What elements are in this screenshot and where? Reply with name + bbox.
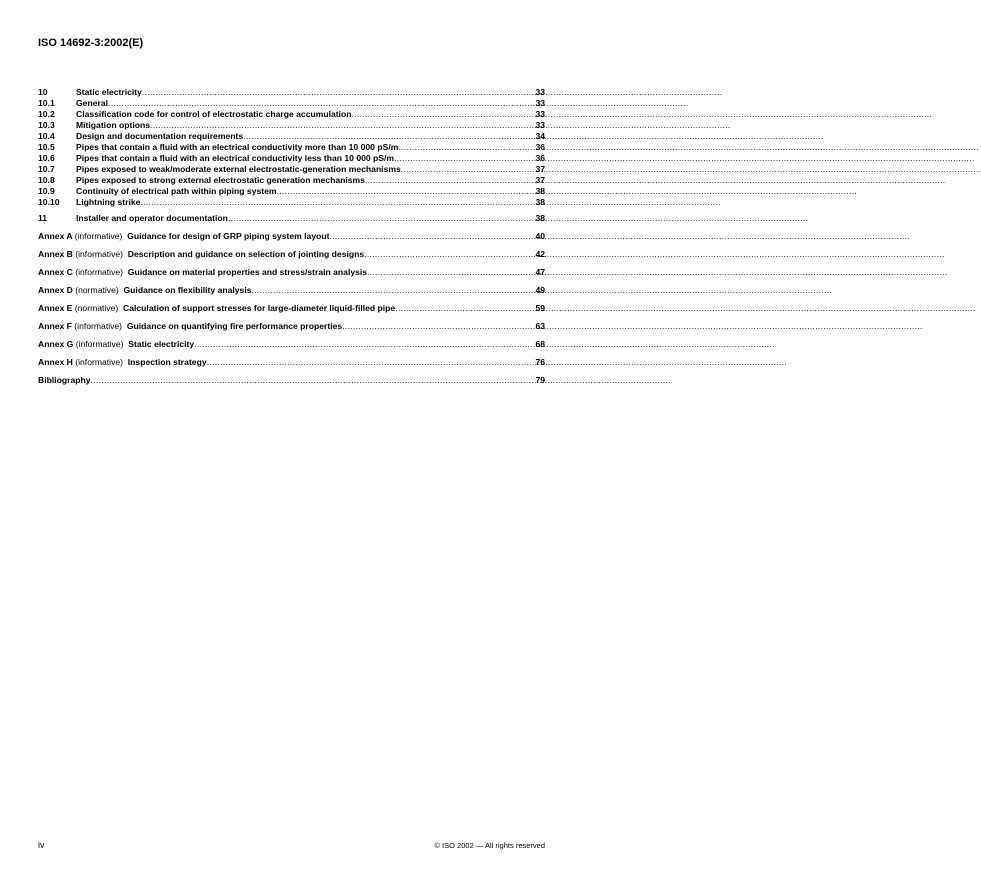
toc-page: 36 — [535, 153, 545, 163]
toc-title — [38, 303, 395, 314]
toc-entry-annex-h[interactable] — [38, 357, 545, 368]
annex-title: Guidance for design of GRP piping system layout — [127, 231, 330, 241]
toc-title — [38, 357, 207, 368]
toc-entry-annex-e[interactable] — [38, 303, 545, 314]
annex-title: Guidance on material properties and stress/strain analysis — [127, 267, 368, 277]
toc-title: Installer and operator documentation — [76, 213, 228, 223]
leader-dots — [395, 303, 535, 314]
toc-page: 36 — [535, 142, 545, 152]
toc-entry-10-9[interactable] — [38, 186, 545, 197]
leader-dots — [207, 357, 536, 368]
toc-page: 42 — [535, 249, 545, 259]
annex-type: (informative) — [74, 231, 123, 241]
toc-page: 79 — [535, 375, 545, 385]
leader-dots — [401, 164, 536, 175]
toc-number: 10.2 — [38, 109, 55, 119]
toc-entry-10-8[interactable] — [38, 175, 545, 186]
toc-page: 76 — [535, 357, 545, 367]
toc-number: 10.8 — [38, 175, 55, 185]
toc-page: 63 — [535, 321, 545, 331]
leader-dots — [108, 98, 535, 109]
toc-title — [38, 267, 367, 278]
toc-page: 33 — [535, 98, 545, 108]
annex-type: (informative) — [75, 357, 124, 367]
table-of-contents — [38, 87, 545, 386]
leader-dots — [365, 175, 535, 186]
toc-number: 10.6 — [38, 153, 55, 163]
toc-number: 10.10 — [38, 197, 60, 207]
toc-title: Mitigation options — [76, 120, 150, 130]
toc-title: Static electricity — [76, 87, 142, 97]
toc-entry-annex-d[interactable] — [38, 285, 545, 296]
toc-title: Design and documentation requirements — [76, 131, 244, 141]
toc-page: 40 — [535, 231, 545, 241]
leader-dots — [91, 375, 536, 386]
leader-dots — [398, 142, 535, 153]
leader-dots — [352, 109, 536, 120]
toc-entry-bibliography[interactable] — [38, 375, 545, 386]
leader-dots — [142, 87, 536, 98]
leader-dots — [194, 339, 535, 350]
toc-page: 37 — [535, 164, 545, 174]
toc-entry-annex-a[interactable] — [38, 231, 545, 242]
toc-number: 11 — [38, 213, 48, 223]
annex-label: Annex G — [38, 339, 74, 349]
toc-entry-10-3[interactable] — [38, 120, 545, 131]
toc-page: 59 — [535, 303, 545, 313]
toc-title: Pipes exposed to strong external electrostatic generation mechanisms — [76, 175, 365, 185]
annex-label: Annex E — [38, 303, 73, 313]
leader-dots — [367, 267, 535, 278]
toc-entry-annex-f[interactable] — [38, 321, 545, 332]
toc-title: Pipes exposed to weak/moderate external electrostatic-generation mechanisms — [76, 164, 401, 174]
annex-type: (informative) — [75, 267, 124, 277]
toc-number: 10.4 — [38, 131, 55, 141]
toc-page: 33 — [535, 109, 545, 119]
toc-title: Lightning strike — [76, 197, 141, 207]
toc-entry-annex-g[interactable] — [38, 339, 545, 350]
toc-page: 68 — [535, 339, 545, 349]
toc-number: 10 — [38, 87, 48, 97]
toc-page: 38 — [535, 197, 545, 207]
toc-title: Classification code for control of electrostatic charge accumulation — [76, 109, 352, 119]
toc-title: General — [76, 98, 109, 108]
toc-number: 10.9 — [38, 186, 55, 196]
toc-number: 10.3 — [38, 120, 55, 130]
toc-entry-annex-b[interactable] — [38, 249, 545, 260]
toc-entry-11[interactable] — [38, 213, 545, 224]
leader-dots — [277, 186, 536, 197]
toc-number: 10.1 — [38, 98, 55, 108]
toc-entry-10-7[interactable] — [38, 164, 545, 175]
toc-title — [38, 339, 194, 350]
annex-label: Annex C — [38, 267, 73, 277]
annex-type: (informative) — [74, 321, 123, 331]
leader-dots — [364, 249, 535, 260]
leader-dots — [342, 321, 535, 332]
toc-page: 38 — [535, 213, 545, 223]
leader-dots — [252, 285, 536, 296]
toc-page: 34 — [535, 131, 545, 141]
annex-type: (normative) — [75, 285, 119, 295]
toc-title — [38, 249, 364, 260]
toc-entry-10[interactable] — [38, 87, 545, 98]
toc-entry-10-5[interactable] — [38, 142, 545, 153]
toc-title: Bibliography — [38, 375, 91, 385]
toc-title: Pipes that contain a fluid with an electrical conductivity more than 10 000 pS/m — [76, 142, 399, 152]
leader-dots — [140, 197, 535, 208]
page-number: iv — [38, 840, 45, 850]
annex-title: Description and guidance on selection of jointing designs — [127, 249, 365, 259]
toc-title — [38, 321, 342, 332]
toc-entry-10-4[interactable] — [38, 131, 545, 142]
leader-dots — [394, 153, 535, 164]
leader-dots — [150, 120, 535, 131]
toc-page: 33 — [535, 87, 545, 97]
toc-entry-10-10[interactable] — [38, 197, 545, 208]
annex-label: Annex H — [38, 357, 73, 367]
annex-type: (informative) — [75, 339, 124, 349]
toc-number: 10.5 — [38, 142, 55, 152]
annex-title: Guidance on flexibility analysis — [123, 285, 252, 295]
toc-number: 10.7 — [38, 164, 55, 174]
annex-type: (normative) — [74, 303, 119, 313]
toc-page: 47 — [535, 267, 545, 277]
annex-title: Inspection strategy — [127, 357, 207, 367]
toc-title: Continuity of electrical path within piping system — [76, 186, 277, 196]
toc-page: 33 — [535, 120, 545, 130]
annex-type: (informative) — [75, 249, 124, 259]
annex-title: Calculation of support stresses for large-diameter liquid-filled pipe — [123, 303, 396, 313]
toc-entry-10-1[interactable] — [38, 98, 545, 109]
annex-label: Annex B — [38, 249, 73, 259]
annex-label: Annex D — [38, 285, 73, 295]
leader-dots — [228, 213, 536, 224]
annex-label: Annex A — [38, 231, 73, 241]
toc-title — [38, 231, 329, 242]
toc-page: 49 — [535, 285, 545, 295]
toc-title — [38, 285, 252, 296]
document-id: ISO 14692-3:2002(E) — [38, 37, 144, 49]
leader-dots — [243, 131, 535, 142]
toc-page: 38 — [535, 186, 545, 196]
toc-title: Pipes that contain a fluid with an electrical conductivity less than 10 000 pS/m — [76, 153, 395, 163]
toc-page: 37 — [535, 175, 545, 185]
annex-title: Guidance on quantifying fire performance properties — [126, 321, 343, 331]
annex-label: Annex F — [38, 321, 72, 331]
leader-dots — [329, 231, 535, 242]
toc-entry-10-6[interactable] — [38, 153, 545, 164]
annex-title: Static electricity — [128, 339, 195, 349]
copyright-notice: © ISO 2002 — All rights reserved — [434, 841, 545, 850]
toc-entry-annex-c[interactable] — [38, 267, 545, 278]
toc-entry-10-2[interactable] — [38, 109, 545, 120]
